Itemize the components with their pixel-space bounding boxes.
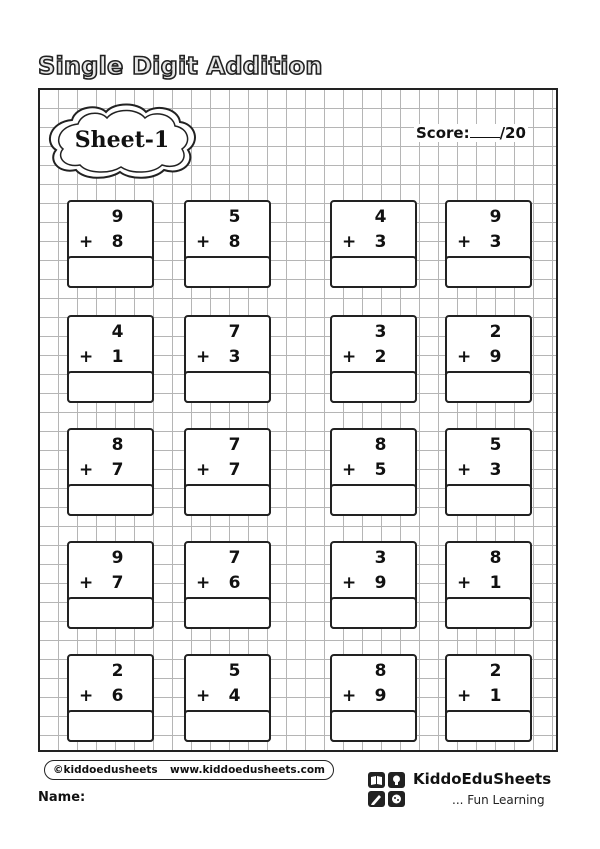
addend-bottom: 3 <box>489 232 502 252</box>
addend-bottom: 4 <box>228 686 241 706</box>
addend-top: 9 <box>111 548 124 568</box>
grid-frame <box>38 88 558 752</box>
plus-sign: + <box>196 686 211 706</box>
problem-card <box>445 541 532 629</box>
addend-bottom: 1 <box>111 347 124 367</box>
plus-sign: + <box>196 573 211 593</box>
worksheet-title: Single Digit Addition <box>38 52 323 80</box>
name-label: Name: <box>38 790 86 805</box>
addend-top: 7 <box>228 322 241 342</box>
answer-box[interactable] <box>330 597 417 629</box>
addend-top: 5 <box>228 207 241 227</box>
problem-card <box>330 654 417 742</box>
answer-box[interactable] <box>330 484 417 516</box>
plus-sign: + <box>79 232 94 252</box>
problem-card <box>184 200 271 288</box>
addend-top: 8 <box>374 435 387 455</box>
addend-top: 8 <box>374 661 387 681</box>
addend-bottom: 7 <box>111 573 124 593</box>
problem-card <box>445 200 532 288</box>
plus-sign: + <box>457 573 472 593</box>
problem-card <box>184 315 271 403</box>
lightbulb-icon <box>388 772 405 788</box>
problem-card <box>445 428 532 516</box>
problem-card <box>184 541 271 629</box>
addend-top: 3 <box>374 322 387 342</box>
answer-box[interactable] <box>67 371 154 403</box>
addend-top: 4 <box>111 322 124 342</box>
answer-box[interactable] <box>184 371 271 403</box>
plus-sign: + <box>457 460 472 480</box>
palette-icon <box>388 791 405 807</box>
addend-top: 7 <box>228 435 241 455</box>
answer-box[interactable] <box>445 710 532 742</box>
plus-sign: + <box>79 460 94 480</box>
problem-card <box>67 428 154 516</box>
plus-sign: + <box>196 460 211 480</box>
answer-box[interactable] <box>445 256 532 288</box>
plus-sign: + <box>342 573 357 593</box>
problem-card <box>330 428 417 516</box>
problem-card <box>445 654 532 742</box>
copyright-text: ©kiddoedusheets <box>53 764 158 776</box>
answer-box[interactable] <box>184 710 271 742</box>
plus-sign: + <box>457 232 472 252</box>
answer-box[interactable] <box>67 256 154 288</box>
addend-bottom: 2 <box>374 347 387 367</box>
addend-top: 8 <box>489 548 502 568</box>
addend-top: 5 <box>489 435 502 455</box>
plus-sign: + <box>79 347 94 367</box>
score-blank[interactable] <box>470 125 500 138</box>
addend-top: 7 <box>228 548 241 568</box>
addend-bottom: 1 <box>489 573 502 593</box>
website-link[interactable]: www.kiddoedusheets.com <box>170 764 325 776</box>
addend-top: 8 <box>111 435 124 455</box>
brand-name: KiddoEduSheets <box>413 770 552 788</box>
plus-sign: + <box>457 686 472 706</box>
sheet-label: Sheet-1 <box>74 127 170 153</box>
answer-box[interactable] <box>330 371 417 403</box>
score-max: /20 <box>499 124 526 142</box>
problem-card <box>184 654 271 742</box>
addend-bottom: 5 <box>374 460 387 480</box>
answer-box[interactable] <box>67 484 154 516</box>
problem-card <box>330 315 417 403</box>
answer-box[interactable] <box>445 597 532 629</box>
plus-sign: + <box>79 573 94 593</box>
problem-card <box>184 428 271 516</box>
plus-sign: + <box>342 686 357 706</box>
addend-top: 5 <box>228 661 241 681</box>
problem-card <box>445 315 532 403</box>
problem-card <box>330 200 417 288</box>
answer-box[interactable] <box>445 484 532 516</box>
addend-top: 2 <box>111 661 124 681</box>
addend-bottom: 7 <box>228 460 241 480</box>
problem-card <box>67 315 154 403</box>
addend-bottom: 9 <box>374 573 387 593</box>
addend-bottom: 1 <box>489 686 502 706</box>
answer-box[interactable] <box>330 710 417 742</box>
plus-sign: + <box>342 232 357 252</box>
answer-box[interactable] <box>184 484 271 516</box>
addend-bottom: 6 <box>228 573 241 593</box>
addend-bottom: 8 <box>111 232 124 252</box>
addend-bottom: 9 <box>374 686 387 706</box>
score-label: Score: <box>416 124 470 142</box>
answer-box[interactable] <box>184 256 271 288</box>
plus-sign: + <box>196 347 211 367</box>
plus-sign: + <box>342 460 357 480</box>
score-field <box>414 124 528 142</box>
addend-top: 9 <box>489 207 502 227</box>
plus-sign: + <box>457 347 472 367</box>
addend-top: 2 <box>489 661 502 681</box>
addend-top: 4 <box>374 207 387 227</box>
addend-bottom: 3 <box>228 347 241 367</box>
problem-card <box>330 541 417 629</box>
problem-card <box>67 654 154 742</box>
footer-pill <box>44 760 334 780</box>
addend-top: 3 <box>374 548 387 568</box>
brand-tagline: ... Fun Learning <box>452 793 545 807</box>
plus-sign: + <box>196 232 211 252</box>
answer-box[interactable] <box>184 597 271 629</box>
problem-card <box>67 200 154 288</box>
answer-box[interactable] <box>67 710 154 742</box>
addend-bottom: 6 <box>111 686 124 706</box>
addend-bottom: 3 <box>374 232 387 252</box>
plus-sign: + <box>79 686 94 706</box>
answer-box[interactable] <box>445 371 532 403</box>
answer-box[interactable] <box>330 256 417 288</box>
addend-bottom: 7 <box>111 460 124 480</box>
addend-top: 2 <box>489 322 502 342</box>
book-icon <box>368 772 385 788</box>
pencil-icon <box>368 791 385 807</box>
addend-bottom: 8 <box>228 232 241 252</box>
problem-card <box>67 541 154 629</box>
addend-bottom: 9 <box>489 347 502 367</box>
addend-top: 9 <box>111 207 124 227</box>
plus-sign: + <box>342 347 357 367</box>
answer-box[interactable] <box>67 597 154 629</box>
addend-bottom: 3 <box>489 460 502 480</box>
